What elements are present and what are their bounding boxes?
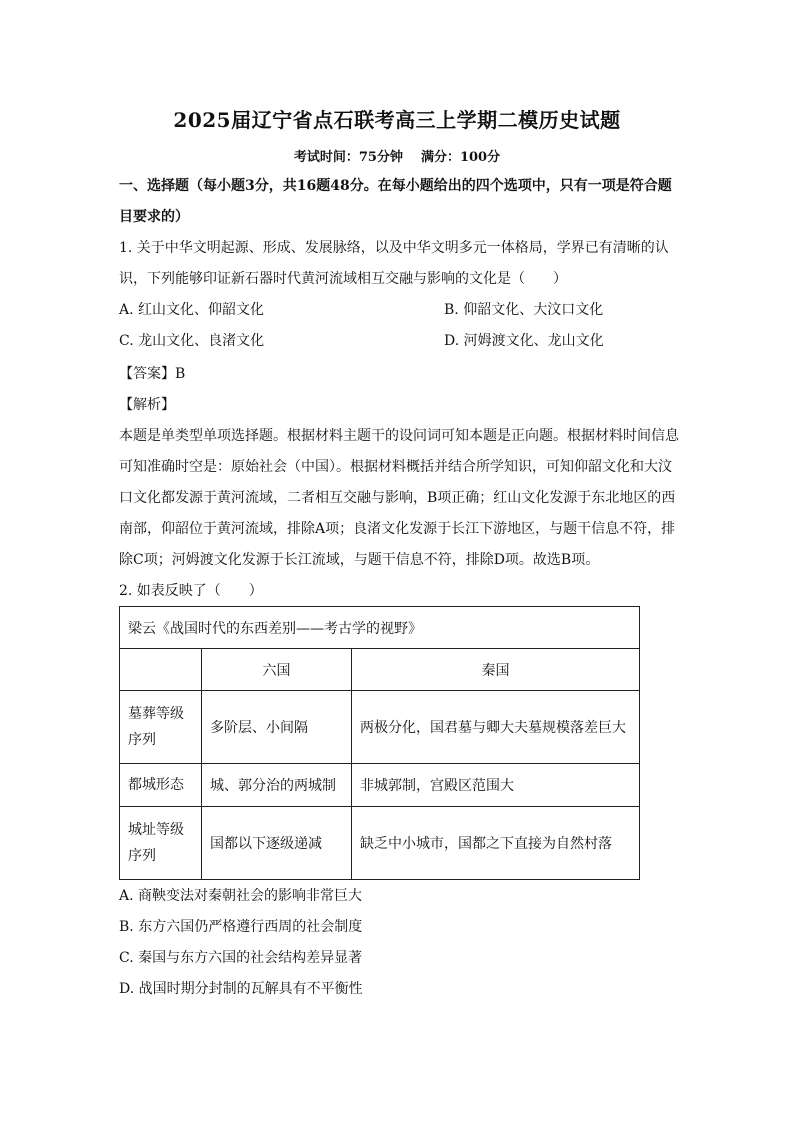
table-header-cell: 秦国: [352, 649, 640, 691]
q1-answer: 【答案】B: [119, 366, 186, 382]
table-caption-row: [120, 607, 640, 649]
table-row: [120, 764, 640, 807]
table-cell: 多阶层、小间隔: [202, 691, 352, 764]
q1-option-d: D. 河姆渡文化、龙山文化: [444, 333, 604, 349]
table-header-row: [120, 649, 640, 691]
question-2-stem: 2. 如表反映了（ ）: [119, 583, 263, 599]
q1-option-b: B. 仰韶文化、大汶口文化: [444, 302, 604, 318]
table-caption: 梁云《战国时代的东西差别——考古学的视野》: [120, 607, 640, 649]
q1-option-c: C. 龙山文化、良渚文化: [119, 333, 265, 349]
q2-option-c: C. 秦国与东方六国的社会结构差异显著: [119, 950, 363, 966]
q2-option-a: A. 商鞅变法对秦朝社会的影响非常巨大: [119, 888, 363, 904]
table-row: [120, 691, 640, 764]
exam-info: [0, 146, 794, 165]
table-cell: 城、郭分治的两城制: [202, 764, 352, 807]
q1-analysis-label: 【解析】: [119, 397, 175, 413]
page-title: 2025届辽宁省点石联考高三上学期二模历史试题: [173, 108, 621, 132]
table-cell: 国都以下逐级递减: [202, 807, 352, 880]
q2-option-d: D. 战国时期分封制的瓦解具有不平衡性: [119, 981, 363, 997]
table-cell: 缺乏中小城市，国都之下直接为自然村落: [352, 807, 640, 880]
q2-option-b: B. 东方六国仍严格遵行西周的社会制度: [119, 919, 363, 935]
q1-option-a: A. 红山文化、仰韶文化: [119, 302, 265, 318]
table-cell: 墓葬等级序列: [120, 691, 202, 764]
section-heading: 一、选择题（每小题3分，共16题48分。在每小题给出的四个选项中，只有一项是符合题目要求的）: [119, 178, 672, 225]
table-cell: 都城形态: [120, 764, 202, 807]
table-cell: 非城郭制，宫殿区范围大: [352, 764, 640, 807]
q2-table: [119, 606, 640, 880]
table-header-cell: 六国: [202, 649, 352, 691]
table-header-cell: [120, 649, 202, 691]
table-row: [120, 807, 640, 880]
q1-analysis: 本题是单类型单项选择题。根据材料主题干的设问词可知本题是正向题。根据材料时间信息可知准确时空是：原始社会（中国）。根据材料概括并结合所学知识，可知仰韶文化和大汶口文化都发源于黄河流域，二者相互交融与影响，B项正确；红山文化发源于东北地区的西南部，仰韶位于黄河流域，排除A项；良渚文化发源于长江下游地区，与题干信息不符，排除C项；河姆渡文化发源于长江流域，与题干信息不符，排除D项。故选B项。: [119, 428, 679, 568]
table-cell: 城址等级序列: [120, 807, 202, 880]
exam-time: 考试时间：75分钟: [293, 150, 403, 165]
full-score: 满分：100分: [420, 150, 501, 165]
table-cell: 两极分化，国君墓与卿大夫墓规模落差巨大: [352, 691, 640, 764]
question-1-stem: 1. 关于中华文明起源、形成、发展脉络，以及中华文明多元一体格局，学界已有清晰的认识，下列能够印证新石器时代黄河流域相互交融与影响的文化是（ ）: [119, 240, 669, 287]
